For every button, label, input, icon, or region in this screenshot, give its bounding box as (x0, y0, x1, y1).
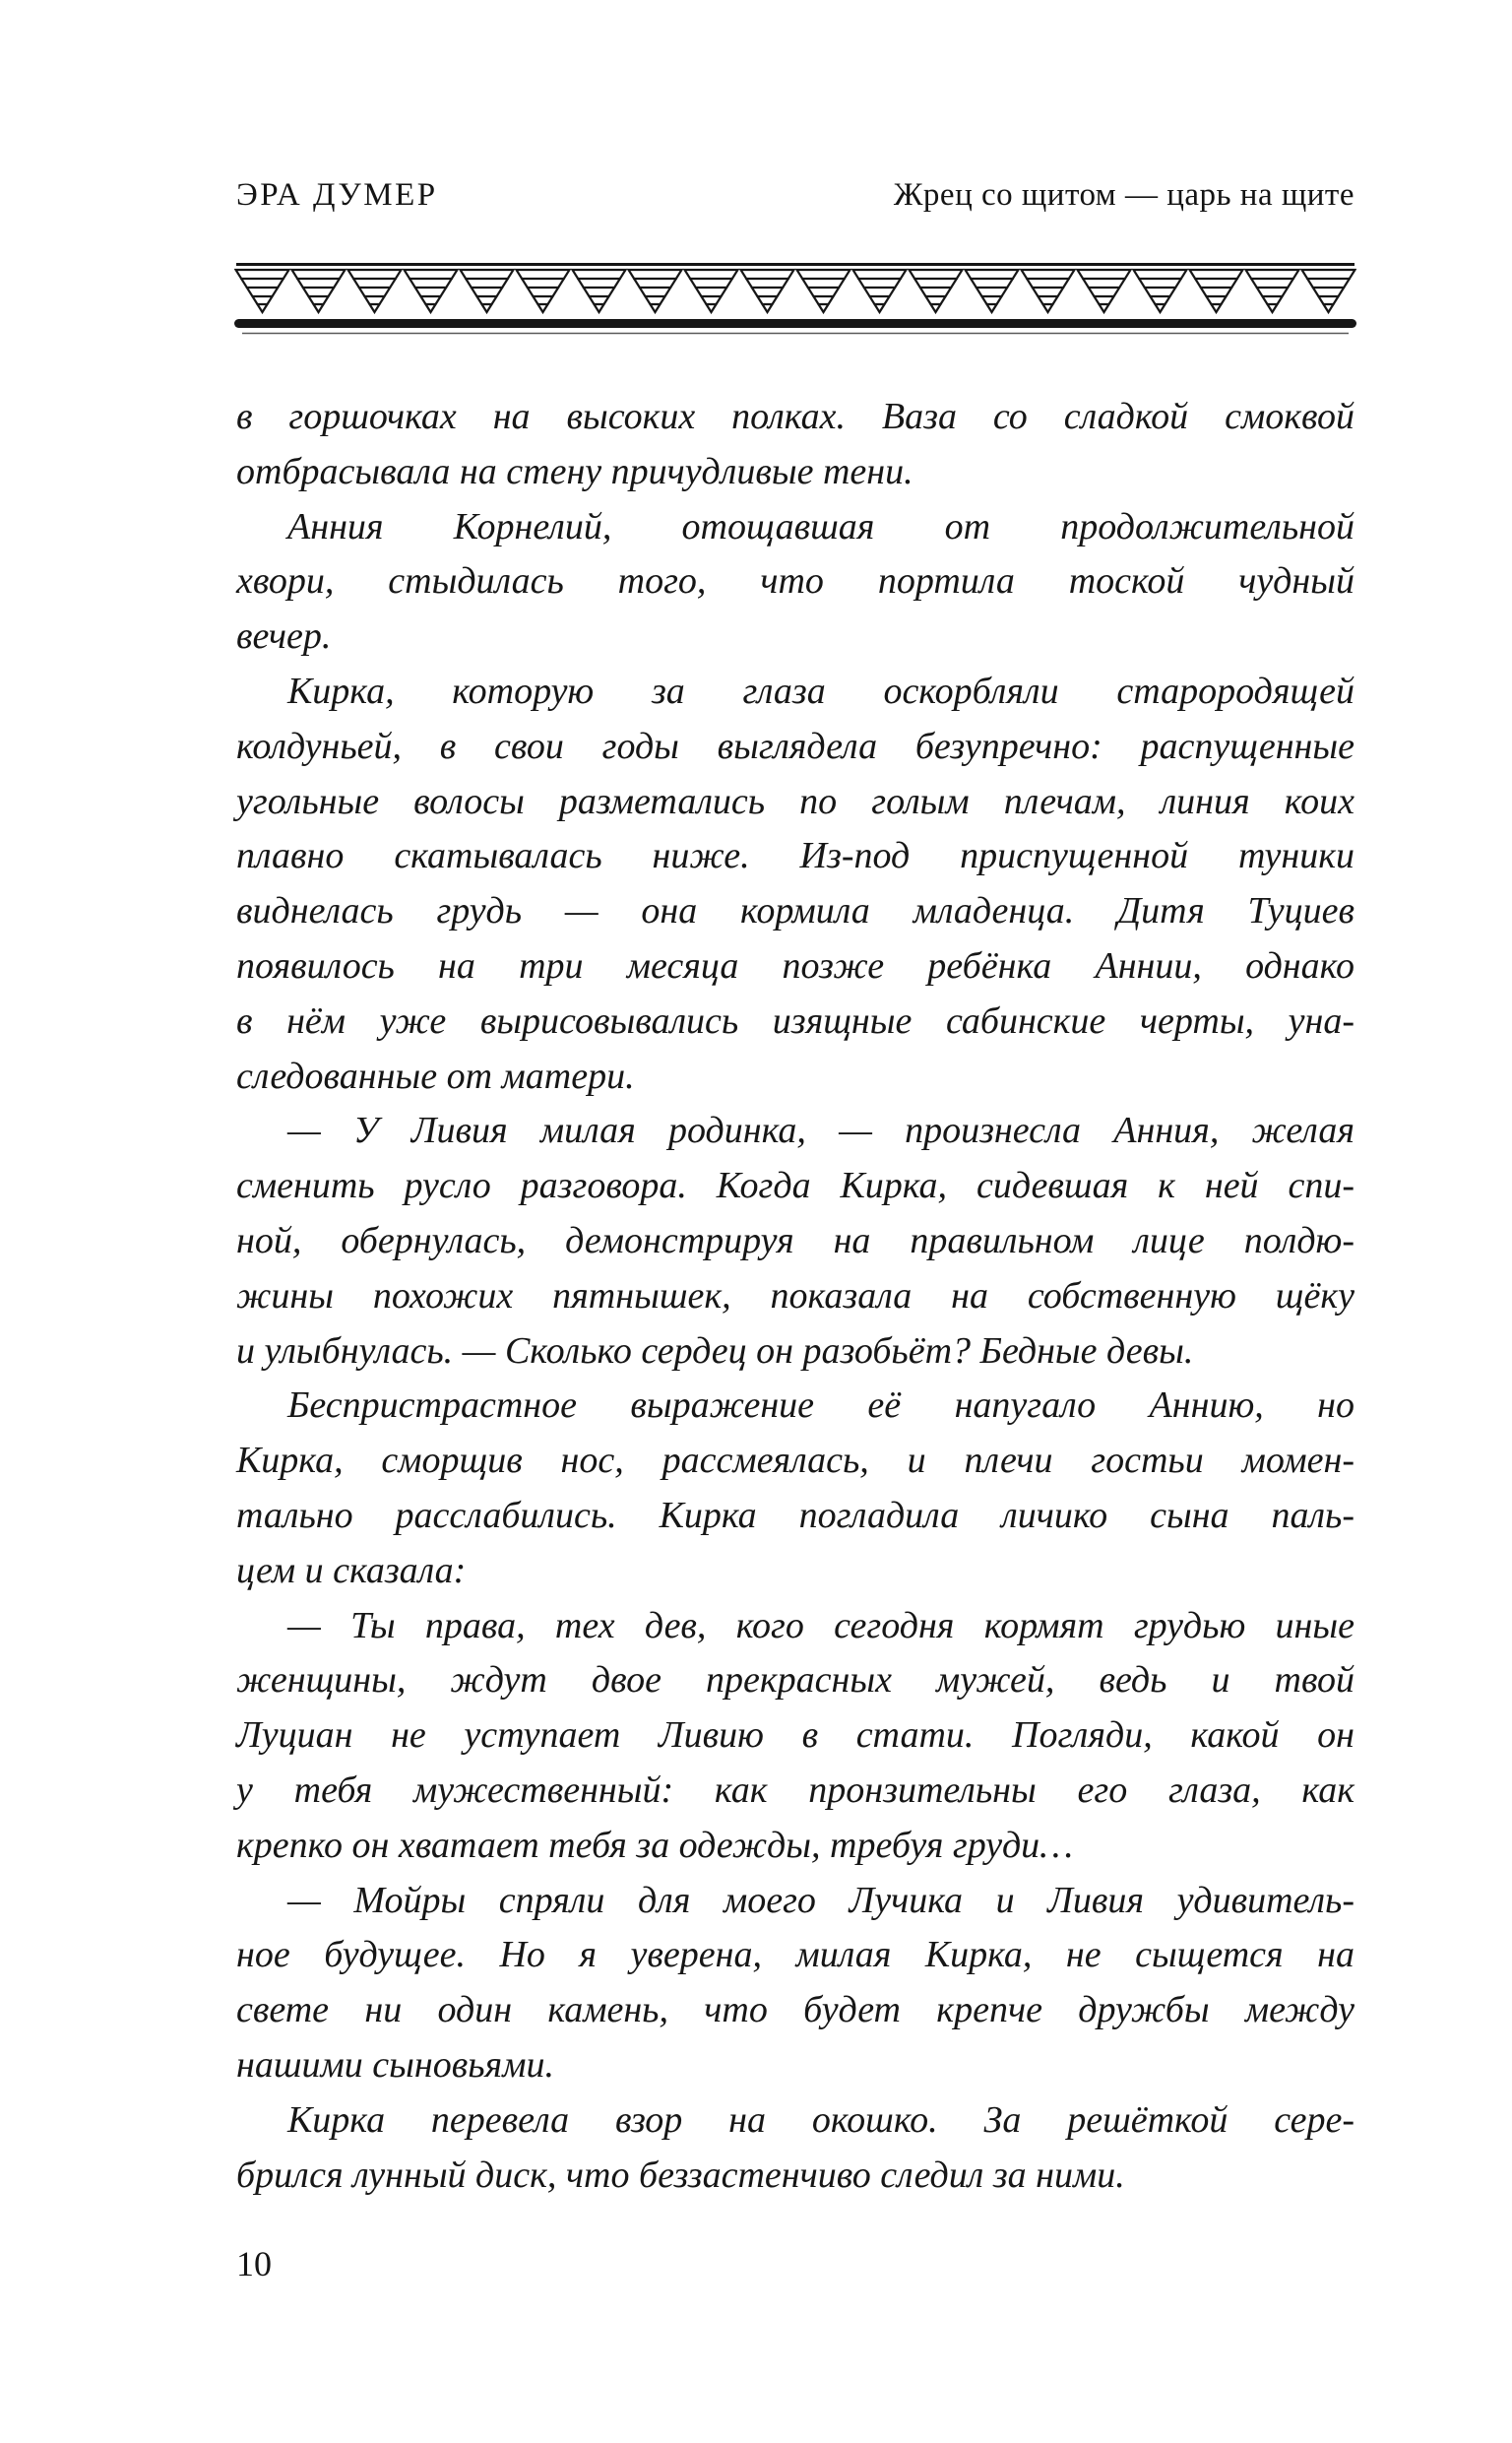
text-line: — Мойры спряли для моего Лучика и Ливия удивитель- (287, 1879, 1354, 1921)
text-line: у тебя мужественный: как пронзительны его глаза, как (236, 1768, 1354, 1811)
stepped-triangle-frieze-icon (234, 262, 1356, 341)
paragraph (236, 1104, 1354, 1379)
header-author: ЭРА ДУМЕР (236, 177, 438, 213)
text-line: цем и сказала: (236, 1549, 467, 1591)
text-line: брился лунный диск, что беззастенчиво следил за ними. (236, 2154, 1125, 2196)
text-line: следованные от матери. (236, 1055, 635, 1097)
text-line: Луциан не уступает Ливию в стати. Погляди, какой он (236, 1714, 1354, 1757)
text-line: угольные волосы разметались по голым плечам, линия коих (236, 780, 1354, 822)
body-text (236, 390, 1354, 2203)
header-book-title: Жрец со щитом — царь на щите (893, 177, 1354, 213)
page-number: 10 (236, 2244, 272, 2283)
running-header (236, 177, 1354, 214)
text-line: свете ни один камень, что будет крепче дружбы между (236, 1989, 1354, 2031)
text-line: Анния Корнелий, отощавшая от продолжительной (287, 505, 1354, 547)
text-line: — Ты права, тех дев, кого сегодня кормят грудью иные (287, 1604, 1354, 1646)
text-line: тально расслабились. Кирка погладила личико сына паль- (236, 1494, 1354, 1536)
text-line: вечер. (236, 615, 332, 658)
paragraph (236, 1379, 1354, 1598)
text-line: крепко он хватает тебя за одежды, требуя груди… (236, 1824, 1073, 1866)
text-line: сменить русло разговора. Когда Кирка, сидевшая к ней спи- (236, 1165, 1354, 1207)
text-line: Кирка, которую за глаза оскорбляли старородящей (287, 670, 1354, 712)
text-line: в горшочках на высоких полках. Ваза со сладкой смоквой (236, 396, 1354, 437)
text-line: плавно скатывалась ниже. Из-под приспущенной туники (236, 835, 1354, 877)
paragraph (236, 1599, 1354, 1874)
text-line: Кирка, сморщив нос, рассмеялась, и плечи гостьи момен- (236, 1440, 1354, 1482)
text-line: и улыбнулась. — Сколько сердец он разобьёт? Бедные девы. (236, 1329, 1194, 1372)
ornamental-divider (234, 262, 1356, 341)
paragraph (236, 390, 1354, 500)
text-line: нашими сыновьями. (236, 2043, 554, 2086)
text-line: ное будущее. Но я уверена, милая Кирка, не сыщется на (236, 1934, 1354, 1976)
text-line: Кирка перевела взор на окошко. За решёткой сере- (287, 2098, 1354, 2141)
paragraph (236, 2093, 1354, 2204)
paragraph (236, 500, 1354, 665)
text-line: появилось на три месяца позже ребёнка Аннии, однако (236, 944, 1354, 987)
text-line: виднелась грудь — она кормила младенца. Дитя Туциев (236, 890, 1354, 932)
text-line: жины похожих пятнышек, показала на собственную щёку (236, 1274, 1354, 1317)
paragraph (236, 1874, 1354, 2093)
paragraph (236, 665, 1354, 1104)
text-line: в нём уже вырисовывались изящные сабинские черты, уна- (236, 999, 1354, 1042)
text-line: отбрасывала на стену причудливые тени. (236, 450, 914, 492)
text-line: — У Ливия милая родинка, — произнесла Анния, желая (287, 1110, 1354, 1152)
text-line: женщины, ждут двое прекрасных мужей, ведь и твой (236, 1659, 1354, 1702)
text-line: Беспристрастное выражение её напугало Аннию, но (287, 1384, 1354, 1427)
text-line: хвори, стыдилась того, что портила тоской чудный (236, 560, 1354, 603)
text-line: колдуньей, в свои годы выглядела безупречно: распущенные (236, 725, 1354, 767)
text-line: ной, обернулась, демонстрируя на правильном лице полдю- (236, 1219, 1354, 1261)
